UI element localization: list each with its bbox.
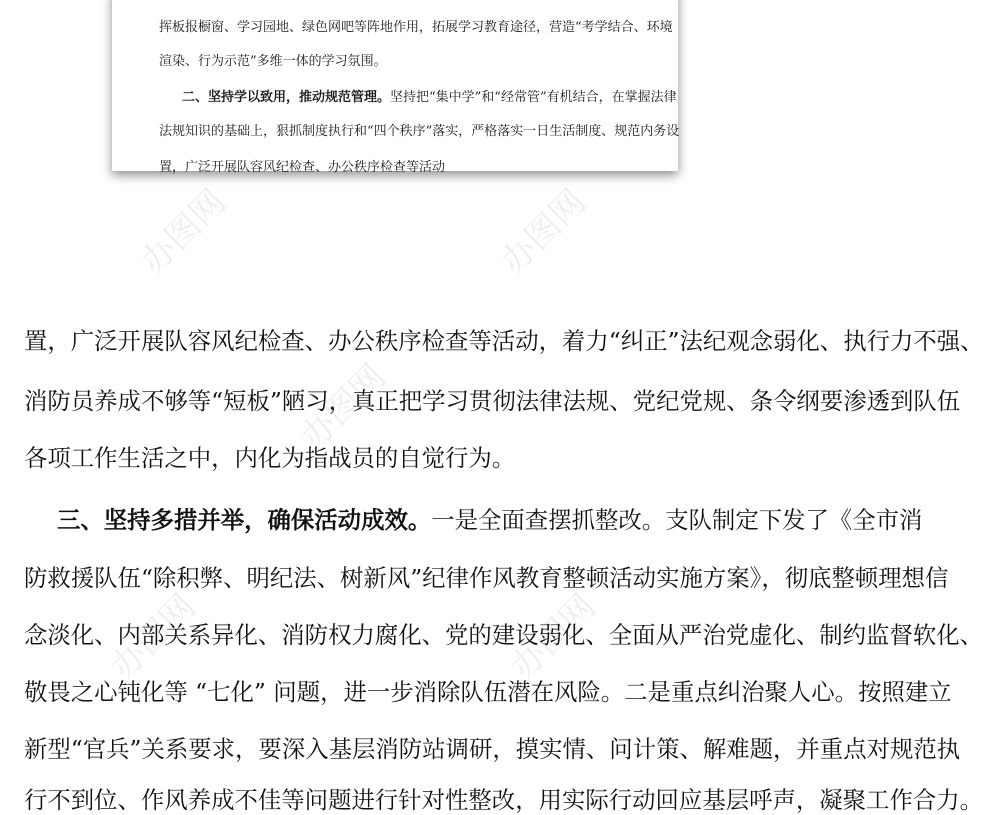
body-line: 念淡化、内部关系异化、消防权力腐化、党的建设弱化、全面从严治党虚化、制约监督软化、 <box>24 621 984 649</box>
preview-heading: 二、坚持学以致用，推动规范管理。 <box>182 90 391 105</box>
body-line: 行不到位、作风养成不佳等问题进行针对性整改，用实际行动回应基层呼声，凝聚工作合力。 <box>24 786 984 814</box>
body-line: 消防员养成不够等“短板”陋习，真正把学习贯彻法律法规、党纪党规、条令纲要渗透到队伍 <box>24 387 961 415</box>
watermark: 办图网 <box>503 586 604 688</box>
preview-line: 挥板报橱窗、学习园地、绿色网吧等阵地作用，拓展学习教育途径，营造“考学结合、环境 <box>159 20 673 35</box>
body-line: 新型“官兵”关系要求，要深入基层消防站调研，摸实情、问计策、解难题，并重点对规范执 <box>24 735 961 763</box>
body-line: 各项工作生活之中，内化为指战员的自觉行为。 <box>24 444 516 472</box>
section-heading-line <box>57 505 922 535</box>
watermark: 办图网 <box>293 356 394 458</box>
body-line: 置，广泛开展队容风纪检查、办公秩序检查等活动，着力“纠正”法纪观念弱化、执行力不强、 <box>24 327 984 355</box>
preview-line: 法规知识的基础上，狠抓制度执行和“四个秩序”落实，严格落实一日生活制度、规范内务设 <box>159 124 680 139</box>
body-line: 敬畏之心钝化等 “七化” 问题，进一步消除队伍潜在风险。二是重点纠治聚人心。按照建立 <box>24 678 952 706</box>
preview-line: 置，广泛开展队容风纪检查、办公秩序检查等活动 <box>159 160 446 175</box>
watermark: 办图网 <box>493 181 594 283</box>
preview-heading-text: 坚持把“集中学”和“经常管”有机结合，在掌握法律 <box>390 90 677 105</box>
page-preview-card <box>112 0 680 175</box>
section-text: 一是全面查摆抓整改。支队制定下发了《全市消 <box>431 506 923 534</box>
preview-line: 渲染、行为示范”多维一体的学习氛围。 <box>159 54 387 69</box>
watermark: 办图网 <box>103 586 204 688</box>
body-line: 防救援队伍“除积弊、明纪法、树新风”纪律作风教育整顿活动实施方案》，彻底整顿理想信 <box>24 564 949 592</box>
watermark: 办图网 <box>133 181 234 283</box>
preview-heading-line <box>182 89 678 107</box>
section-heading: 三、坚持多措并举，确保活动成效。 <box>57 506 432 534</box>
